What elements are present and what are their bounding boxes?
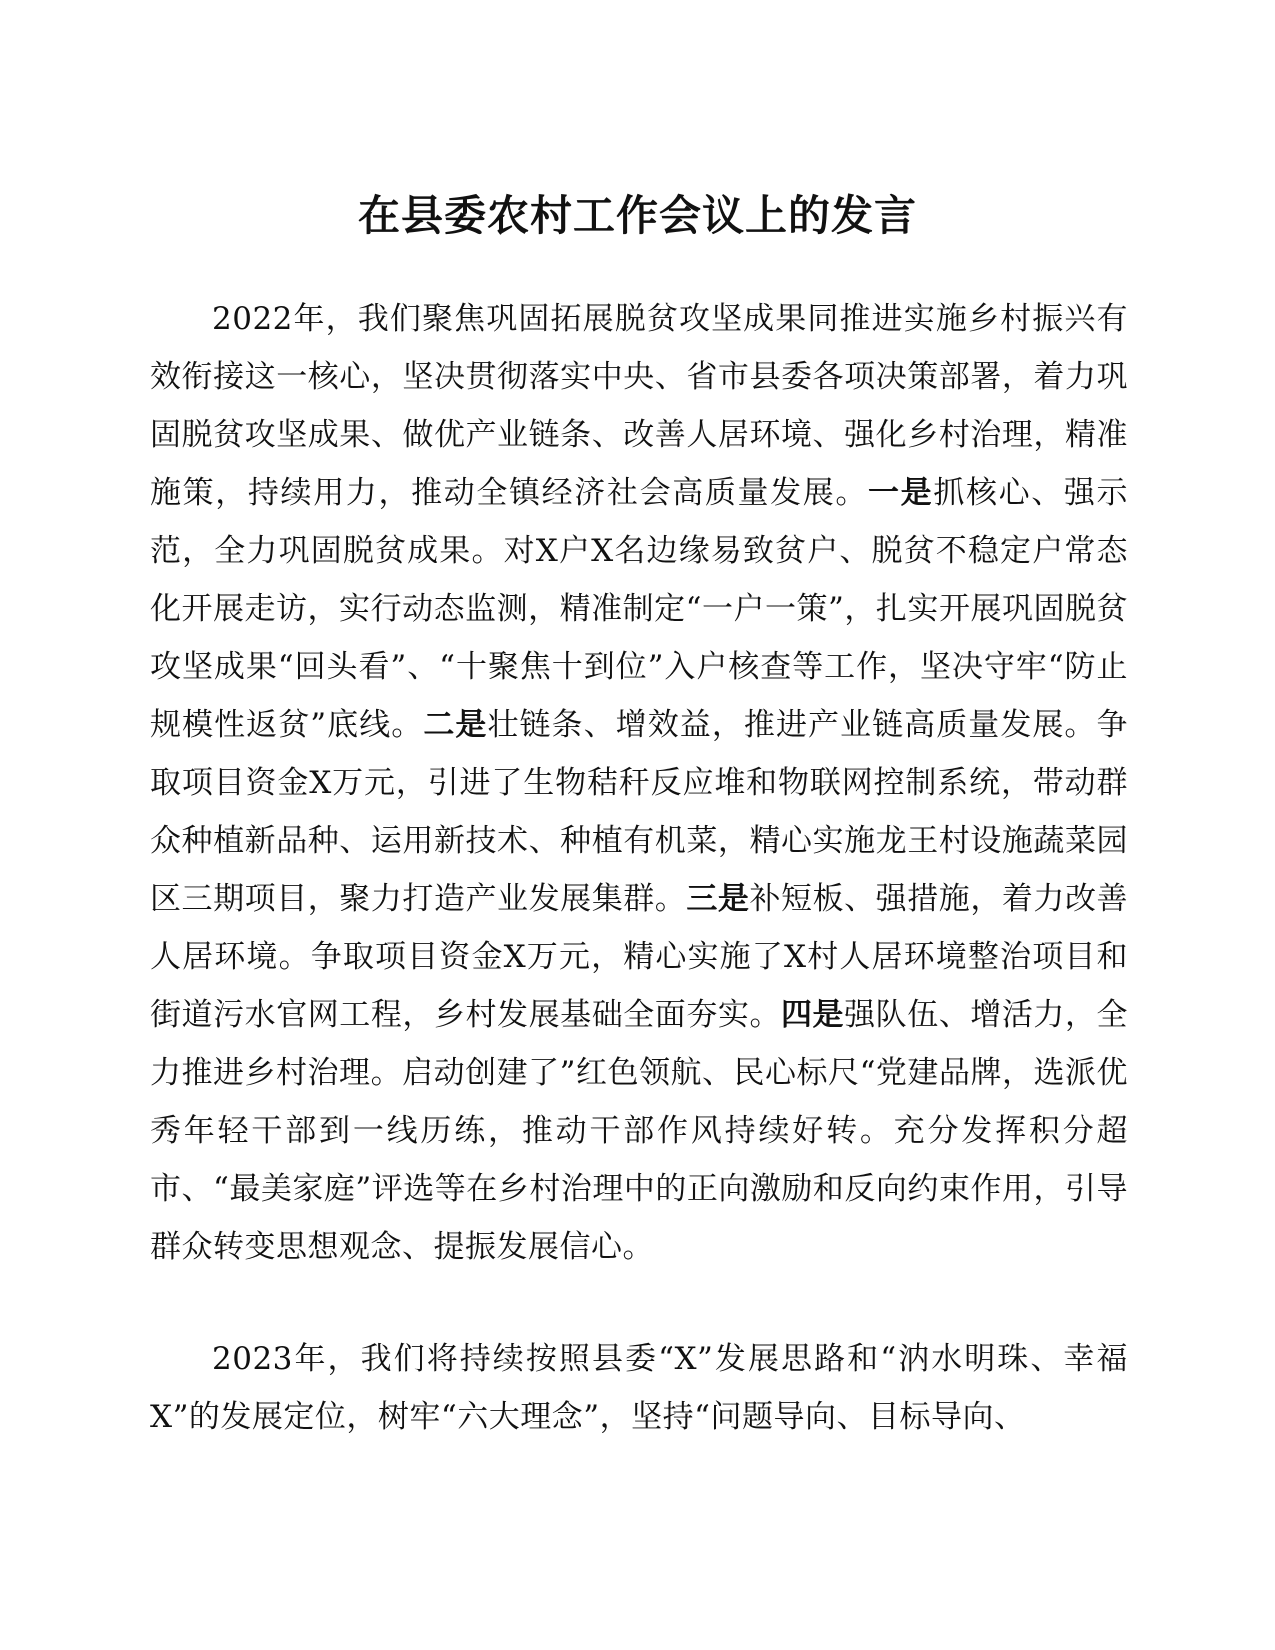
point-4-text: 强队伍、增活力，全力推进乡村治理。启动创建了”红色领航、民心标尺“党建品牌，选派优秀年轻干部到一线历练，推动干部作风持续好转。充分发挥积分超市、“最美家庭”评选等在乡村治理中的正向激励和反向约束作用，引导群众转变思想观念、提振发展信心。 [150, 997, 1129, 1265]
point-3-text: 补短板、强措施，着力改善人居环境。争取项目资金X万元，精心实施了X村人居环境整治项目和街道污水官网工程，乡村发展基础全面夯实。 [150, 881, 1129, 1033]
point-4-label: 四是 [781, 997, 845, 1033]
body-paragraph-2: 2023年，我们将持续按照县委“X”发展思路和“汭水明珠、幸福X”的发展定位，树牢“六大理念”，坚持“问题导向、目标导向、 [150, 1341, 1128, 1435]
point-1-label: 一是 [868, 475, 934, 511]
point-3-label: 三是 [686, 881, 750, 917]
document-title: 在县委农村工作会议上的发言 [357, 191, 917, 240]
paragraph-1-intro: 2022年，我们聚焦巩固拓展脱贫攻坚成果同推进实施乡村振兴有效衔接这一核心，坚决贯彻落实中央、省市县委各项决策部署，着力巩固脱贫攻坚成果、做优产业链条、改善人居环境、强化乡村治理，精准施策，持续用力，推动全镇经济社会高质量发展。 [150, 301, 1128, 511]
point-2-text: 壮链条、增效益，推进产业链高质量发展。争取项目资金X万元，引进了生物秸秆反应堆和物联网控制系统，带动群众种植新品种、运用新技术、种植有机菜，精心实施龙王村设施蔬菜园区三期项目，聚力打造产业发展集群。 [150, 707, 1128, 917]
body-paragraph-1 [150, 290, 1128, 1276]
point-1-text: 抓核心、强示范，全力巩固脱贫成果。对X户X名边缘易致贫户、脱贫不稳定户常态化开展走访，实行动态监测，精准制定“一户一策”，扎实开展巩固脱贫攻坚成果“回头看”、“十聚焦十到位”入户核查等工作，坚决守牢“防止规模性返贫”底线。 [150, 475, 1129, 743]
point-2-label: 二是 [423, 707, 488, 743]
